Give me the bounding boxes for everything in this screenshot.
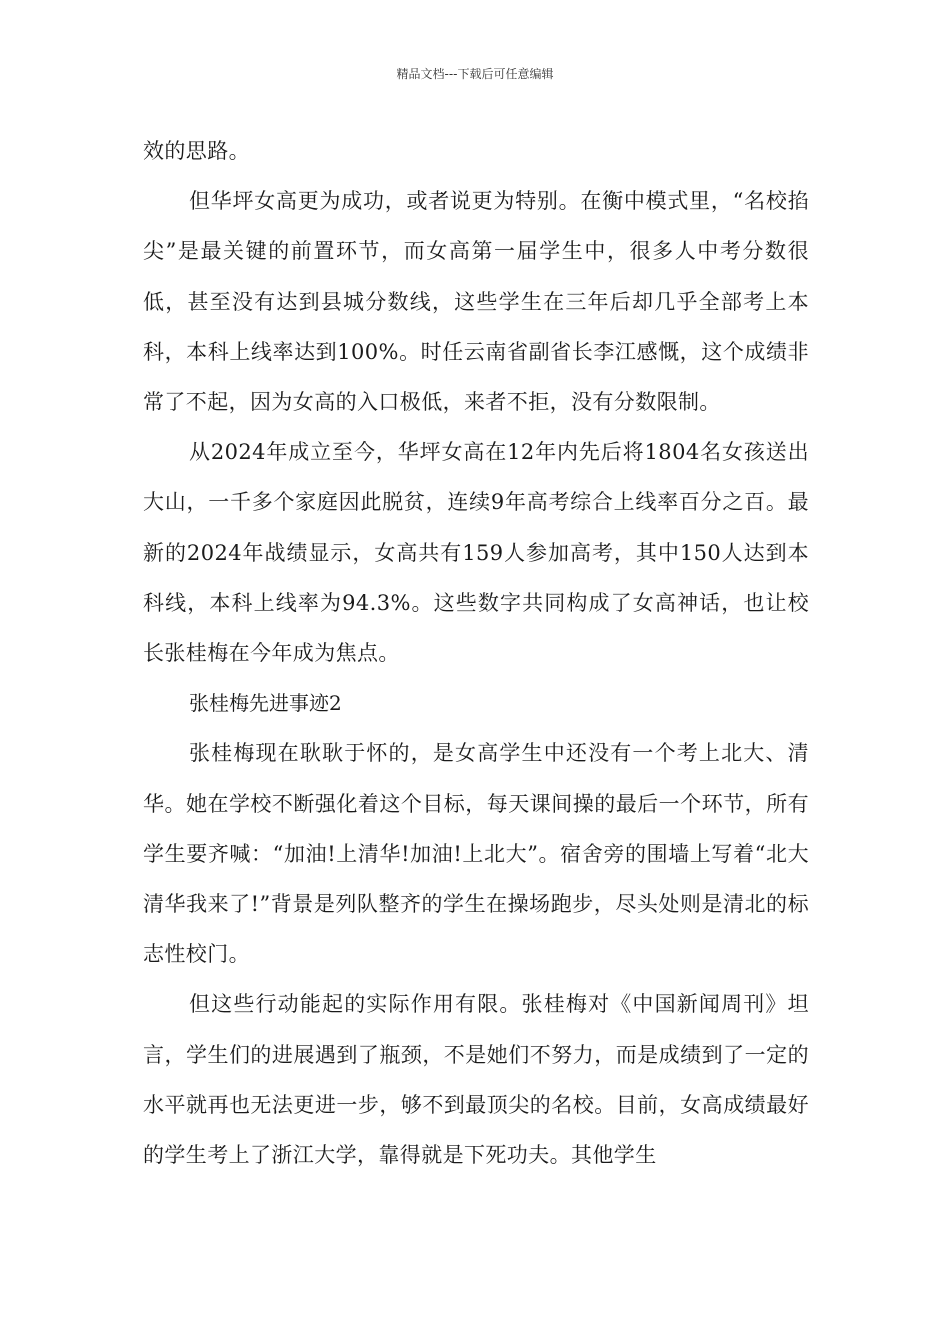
paragraph: 从2024年成立至今，华坪女高在12年内先后将1804名女孩送出大山，一千多个家庭因此脱贫，连续9年高考综合上线率百分之百。最新的2024年战绩显示，女高共有159人参加高考，其中150人达到本科线，本科上线率为94.3%。这些数字共同构成了女高神话，也让校长张桂梅在今年成为焦点。	[143, 440, 809, 666]
paragraph: 但这些行动能起的实际作用有限。张桂梅对《中国新闻周刊》坦言，学生们的进展遇到了瓶颈，不是她们不努力，而是成绩到了一定的水平就再也无法更进一步，够不到最顶尖的名校。目前，女高成绩最好的学生考上了浙江大学，靠得就是下死功夫。其他学生	[143, 992, 809, 1168]
paragraph: 张桂梅现在耿耿于怀的，是女高学生中还没有一个考上北大、清华。她在学校不断强化着这个目标，每天课间操的最后一个环节，所有学生要齐喊：“加油!上清华!加油!上北大”。宿舍旁的围墙上写着“北大清华我来了!”背景是列队整齐的学生在操场跑步，尽头处则是清北的标志性校门。	[143, 741, 809, 967]
document-body	[143, 126, 809, 1180]
paragraph-continuation: 效的思路。	[143, 139, 250, 163]
section-heading: 张桂梅先进事迹2	[189, 691, 342, 716]
page-header: 精品文档---下载后可任意编辑	[396, 67, 554, 81]
paragraph: 但华坪女高更为成功，或者说更为特别。在衡中模式里，“名校掐尖”是最关键的前置环节，而女高第一届学生中，很多人中考分数很低，甚至没有达到县城分数线，这些学生在三年后却几乎全部考上本科，本科上线率达到100%。时任云南省副省长李江感慨，这个成绩非常了不起，因为女高的入口极低，来者不拒，没有分数限制。	[143, 189, 809, 415]
